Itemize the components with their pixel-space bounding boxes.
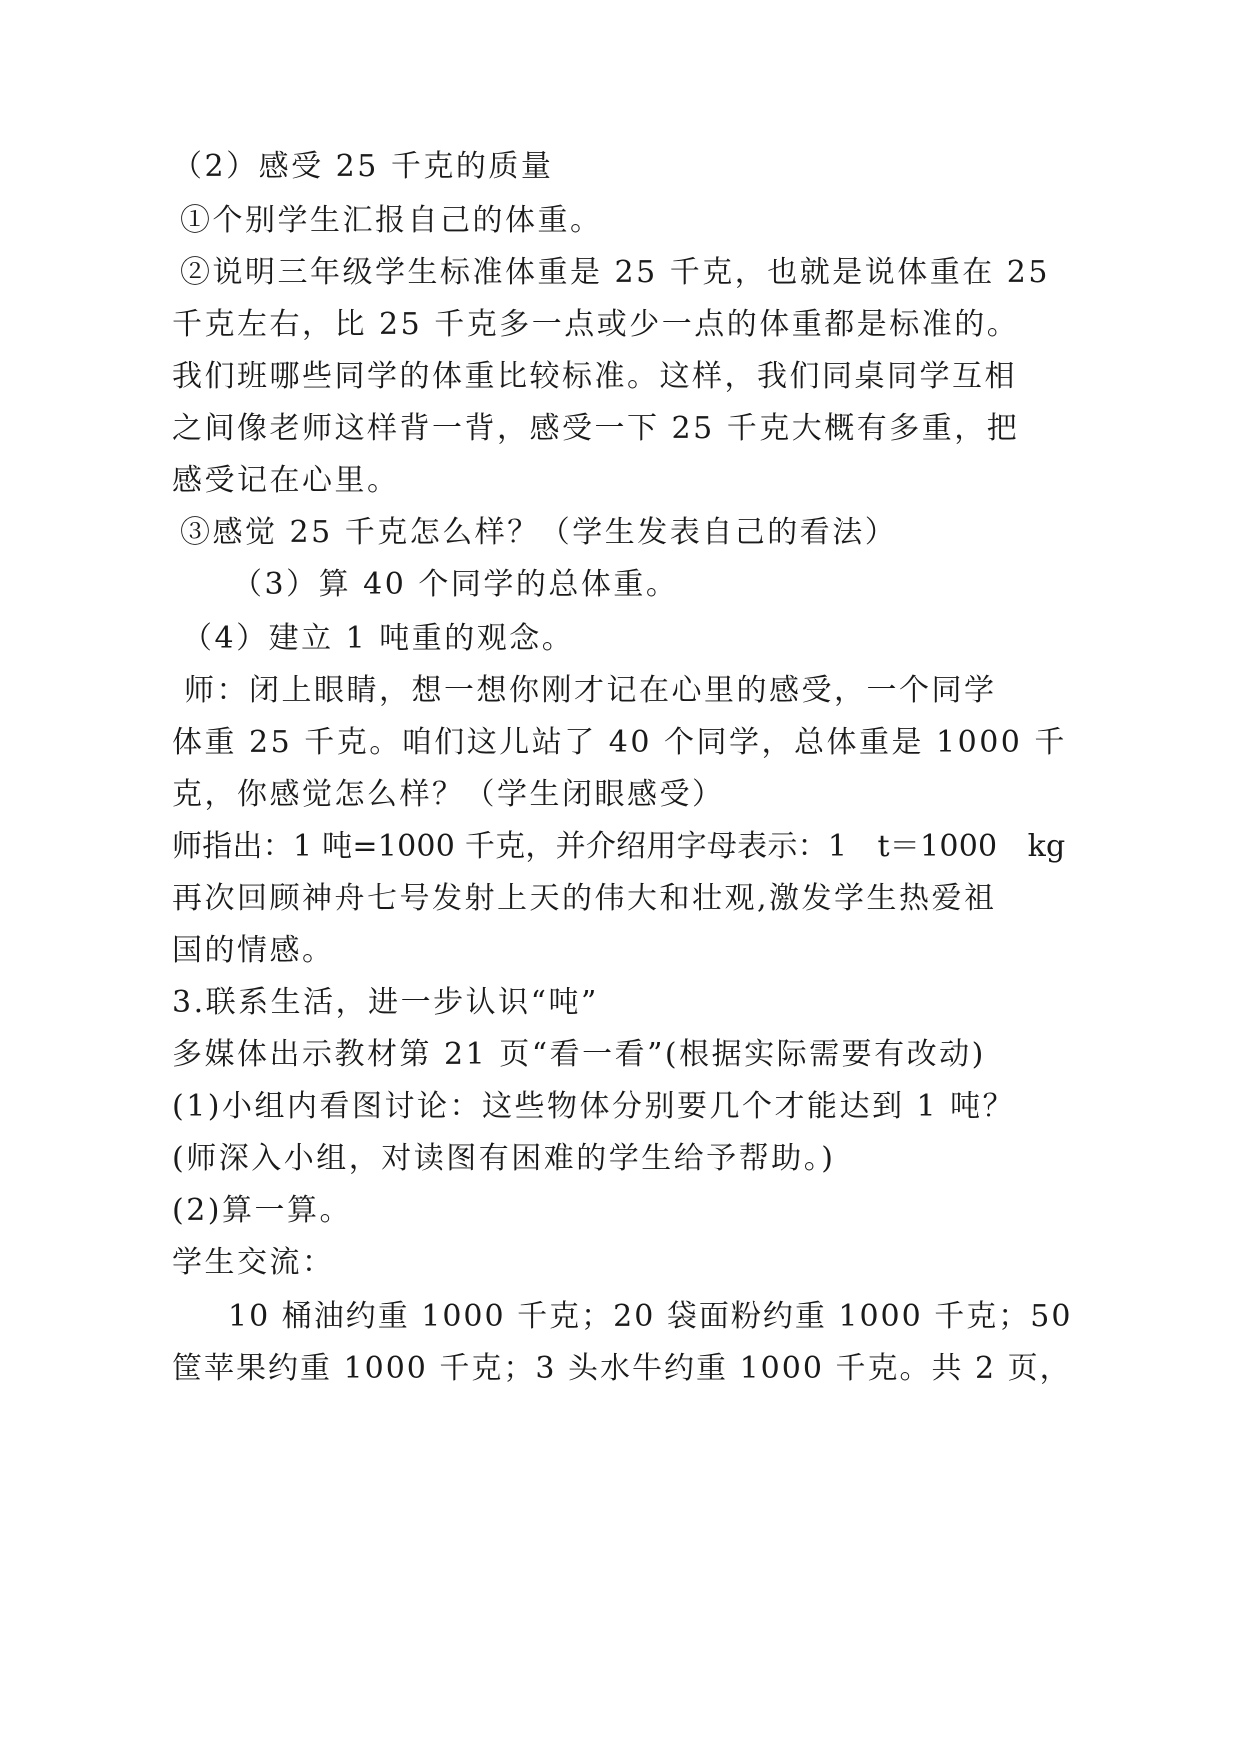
text-line: 感受记在心里。	[172, 463, 400, 498]
text-line: （2）感受 25 千克的质量	[172, 149, 554, 184]
text-line: ③感觉 25 千克怎么样？（学生发表自己的看法）	[180, 515, 898, 550]
text-line: 再次回顾神舟七号发射上天的伟大和壮观,激发学生热爱祖	[172, 881, 997, 916]
text-line: ①个别学生汇报自己的体重。	[180, 203, 603, 238]
text-line: (1)小组内看图讨论：这些物体分别要几个才能达到 1 吨？	[172, 1089, 1016, 1124]
text-line: 师指出：1 吨=1000 千克，并介绍用字母表示：1 t＝1000 kg	[172, 829, 1066, 864]
text-line: 10 桶油约重 1000 千克；20 袋面粉约重 1000 千克；50	[228, 1299, 1073, 1334]
text-line: （3）算 40 个同学的总体重。	[232, 567, 679, 602]
text-line: 我们班哪些同学的体重比较标准。这样，我们同桌同学互相	[172, 359, 1017, 394]
text-line: 筐苹果约重 1000 千克；3 头水牛约重 1000 千克。共 2 页，	[172, 1351, 1072, 1386]
text-line: 学生交流：	[172, 1245, 335, 1280]
text-line: ②说明三年级学生标准体重是 25 千克，也就是说体重在 25	[180, 255, 1050, 290]
text-line: 3.联系生活，进一步认识“吨”	[172, 985, 599, 1020]
text-line: 多媒体出示教材第 21 页“看一看”(根据实际需要有改动)	[172, 1037, 986, 1072]
text-line: (师深入小组，对读图有困难的学生给予帮助。)	[172, 1141, 836, 1176]
text-line: 体重 25 千克。咱们这儿站了 40 个同学，总体重是 1000 千	[172, 725, 1067, 760]
text-line: 国的情感。	[172, 933, 335, 968]
text-line: (2)算一算。	[172, 1193, 352, 1228]
text-line: 之间像老师这样背一背，感受一下 25 千克大概有多重，把	[172, 411, 1020, 446]
text-line: 千克左右，比 25 千克多一点或少一点的体重都是标准的。	[172, 307, 1020, 342]
text-line: 克，你感觉怎么样？（学生闭眼感受）	[172, 777, 725, 812]
text-line: 师：闭上眼睛，想一想你刚才记在心里的感受，一个同学	[184, 673, 997, 708]
text-line: （4）建立 1 吨重的观念。	[182, 621, 575, 656]
